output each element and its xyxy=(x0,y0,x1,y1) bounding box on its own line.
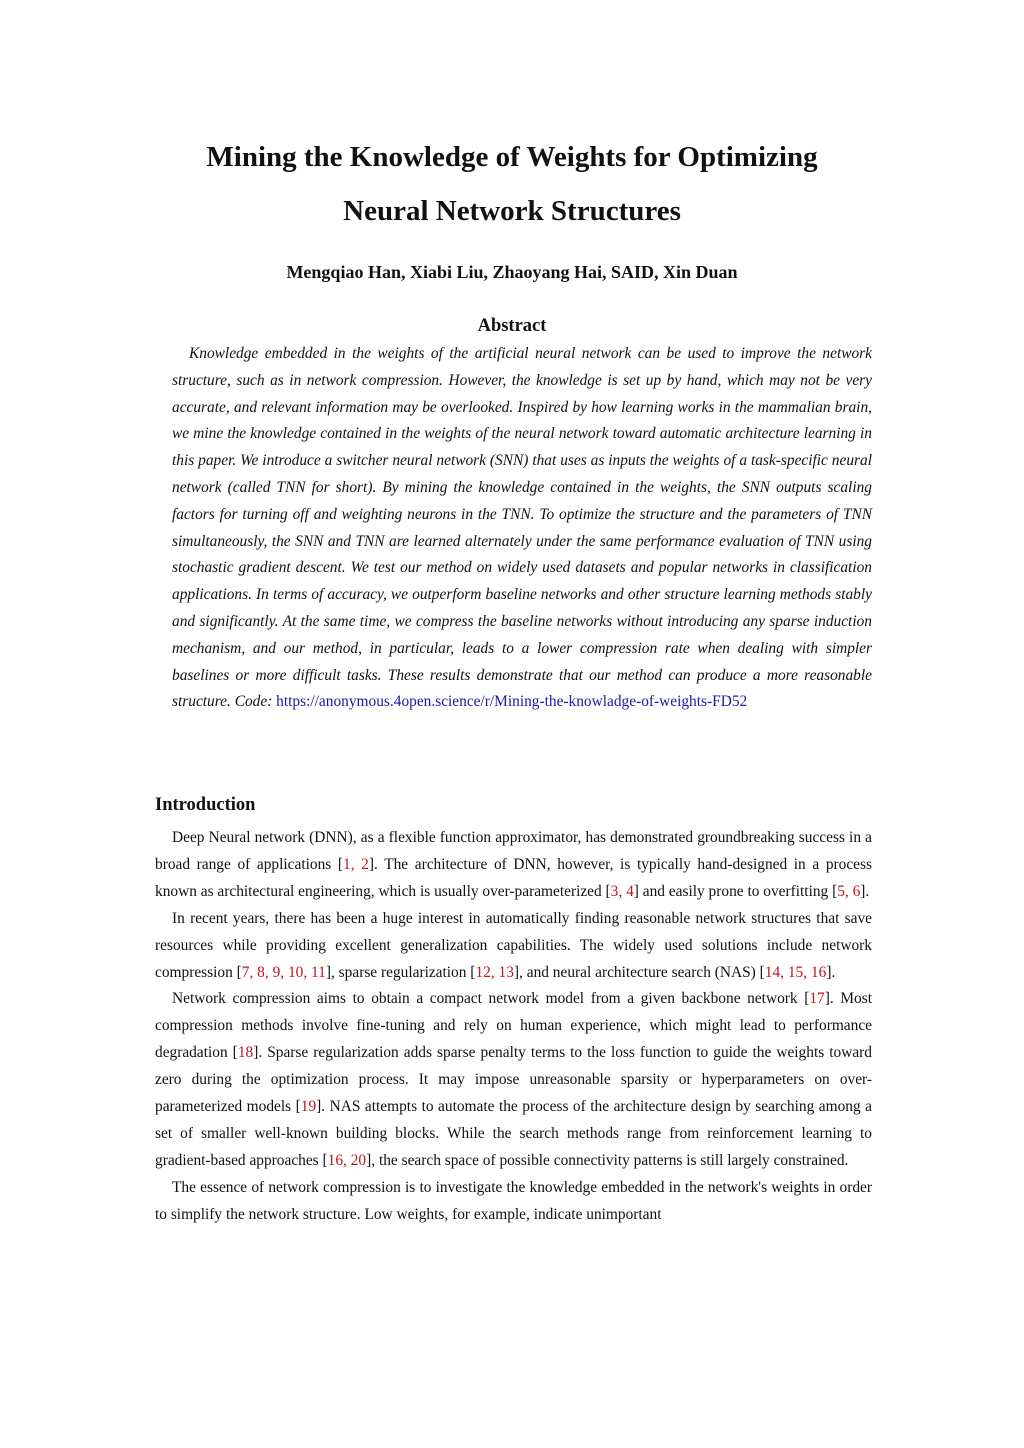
citation-link[interactable]: 7, 8, 9, 10, 11 xyxy=(241,963,326,981)
abstract-body xyxy=(172,341,872,716)
intro-paragraph-2 xyxy=(155,906,872,987)
paragraph-text: ]. xyxy=(860,882,870,900)
intro-paragraph-3 xyxy=(155,986,872,1174)
citation-link[interactable]: 18 xyxy=(237,1044,254,1062)
citation-link[interactable]: 19 xyxy=(300,1098,317,1116)
author-list: Mengqiao Han, Xiabi Liu, Zhaoyang Hai, SAID, Xin Duan xyxy=(286,262,738,282)
paragraph-text: ]. NAS attempts to automate the process of the architecture design by searching among a set of smaller well-known building blocks. While the search methods range from reinforcement learning to gradient-based approaches [ xyxy=(155,1098,872,1169)
paragraph-text: Deep Neural network (DNN), as a flexible function approximator, has demonstrated groundbreaking success in a broad range of applications [ xyxy=(155,829,872,873)
paragraph-text: ]. Sparse regularization adds sparse penalty terms to the loss function to guide the weights toward zero during the optimization process. It may impose unreasonable sparsity or hyperparameters on over-parameterized models [ xyxy=(155,1044,872,1116)
citation-link[interactable]: 5, 6 xyxy=(837,882,861,900)
citation-link[interactable]: 16, 20 xyxy=(327,1151,367,1169)
paragraph-text: ]. The architecture of DNN, however, is typically hand-designed in a process known as architectural engineering, which is usually over-parameterized [ xyxy=(155,855,872,900)
citation-link[interactable]: 1, 2 xyxy=(343,855,369,873)
introduction-body xyxy=(155,825,872,1229)
citation-link[interactable]: 17 xyxy=(809,990,825,1008)
paragraph-text: In recent years, there has been a huge interest in automatically finding reasonable network structures that save resources while providing excellent generalization capabilities. The widely used solutions include network compression [ xyxy=(155,909,872,981)
citation-link[interactable]: 14, 15, 16 xyxy=(764,963,827,981)
intro-paragraph-1 xyxy=(155,825,872,906)
code-link[interactable]: https://anonymous.4open.science/r/Mining-the-knowladge-of-weights-FD52 xyxy=(276,693,748,711)
paragraph-text: The essence of network compression is to investigate the knowledge embedded in the network's weights in order to simplify the network structure. Low weights, for example, indicate unimportant xyxy=(155,1178,872,1223)
paragraph-text: ] and easily prone to overfitting [ xyxy=(633,882,838,900)
paragraph-text: ]. Most compression methods involve fine-tuning and rely on human experience, which might lead to performance degradation [ xyxy=(155,990,873,1062)
abstract-text: Knowledge embedded in the weights of the artificial neural network can be used to improve the network structure, such as in network compression. However, the knowledge is set up by hand, which may not be very accurate, and relevant information may be overlooked. Inspired by how learning works in the mammalian brain, we mine the knowledge contained in the weights of the neural network toward automatic architecture learning in this paper. We introduce a switcher neural network (SNN) that uses as inputs the weights of a task-specific neural network (called TNN for short). By mining the knowledge contained in the weights, the SNN outputs scaling factors for turning off and weighting neurons in the TNN. To optimize the structure and the parameters of TNN simultaneously, the SNN and TNN are learned alternately under the same performance evaluation of TNN using stochastic gradient descent. We test our method on widely used datasets and popular networks in classification applications. In terms of accuracy, we outperform baseline networks and other structure learning methods stably and significantly. At the same time, we compress the baseline networks without introducing any sparse induction mechanism, and our method, in particular, leads to a lower compression rate when dealing with simpler baselines or more difficult tasks. These results demonstrate that our method can produce a more reasonable structure. Code: xyxy=(172,345,872,711)
paragraph-text: ], the search space of possible connectivity patterns is still largely constrained. xyxy=(366,1151,849,1169)
paragraph-text: ], and neural architecture search (NAS) [ xyxy=(513,963,765,981)
citation-link[interactable]: 3, 4 xyxy=(610,882,634,900)
paper-title xyxy=(120,130,904,238)
title-line-1: Mining the Knowledge of Weights for Optimizing xyxy=(206,141,818,173)
introduction-heading: Introduction xyxy=(155,795,256,815)
paragraph-text: ], sparse regularization [ xyxy=(325,963,476,981)
abstract-heading: Abstract xyxy=(477,316,547,336)
citation-link[interactable]: 12, 13 xyxy=(475,963,514,981)
intro-paragraph-4 xyxy=(155,1175,872,1229)
paragraph-text: Network compression aims to obtain a compact network model from a given backbone network [ xyxy=(172,990,810,1008)
title-line-2: Neural Network Structures xyxy=(343,195,681,227)
paragraph-text: ]. xyxy=(826,963,836,981)
